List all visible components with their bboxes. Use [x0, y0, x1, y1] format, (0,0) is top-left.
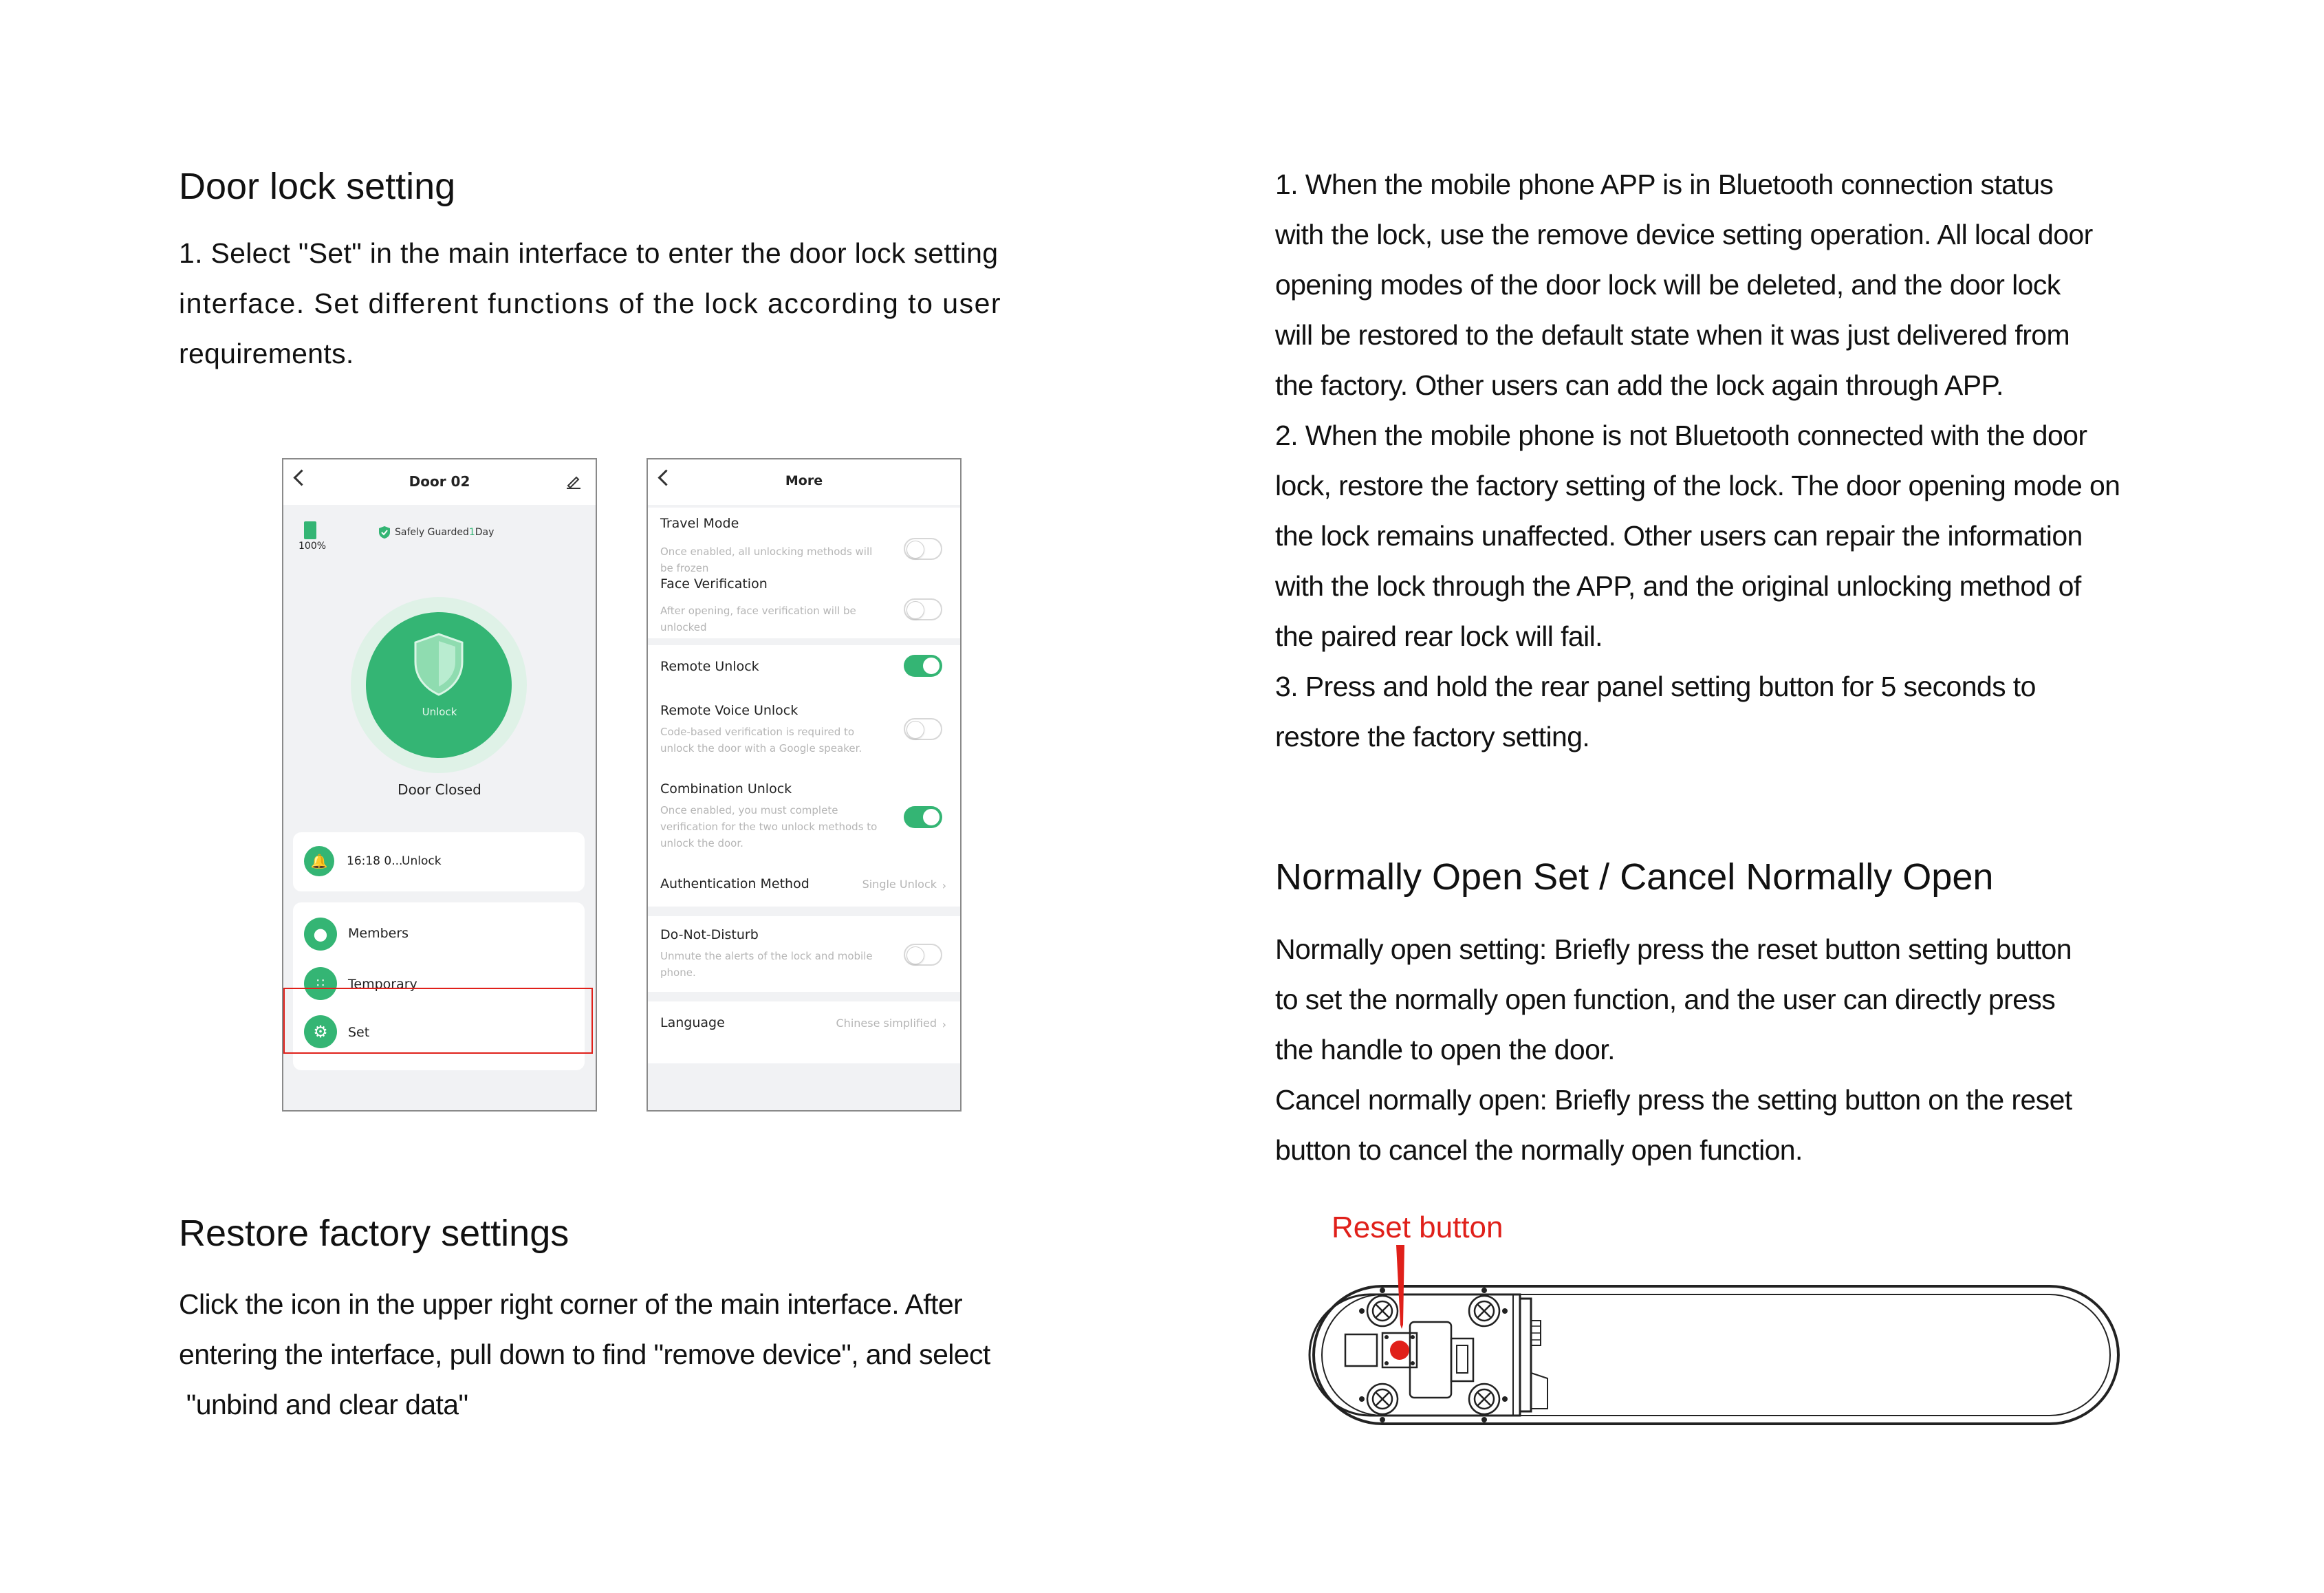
dnd-toggle[interactable] [904, 944, 942, 966]
door-lock-heading: Door lock setting [179, 166, 456, 207]
settings-group [648, 1001, 960, 1063]
door-lock-paragraph [179, 228, 1001, 379]
desc-line: verification for the two unlock methods to [660, 821, 878, 833]
desc-line: unlock the door. [660, 837, 743, 849]
chevron-right-icon: › [942, 1018, 946, 1031]
paragraph-line: the lock remains unaffected. Other users can repair the information [1275, 520, 2083, 552]
remote-voice-desc [660, 724, 862, 757]
remote-unlock-label: Remote Unlock [660, 659, 759, 674]
record-action: Unlock [402, 854, 442, 868]
face-verification-toggle[interactable] [904, 598, 942, 620]
menu-item-members[interactable]: Members [348, 926, 409, 941]
set-highlight-box [283, 988, 593, 1054]
paragraph-line: Click the icon in the upper right corner of the main interface. After [179, 1288, 963, 1320]
remote-unlock-toggle[interactable] [904, 655, 942, 677]
phone-screenshot-home [282, 458, 597, 1112]
normally-open-paragraph [1275, 924, 2072, 1175]
travel-mode-label: Travel Mode [660, 516, 739, 531]
paragraph-line: restore the factory setting. [1275, 721, 1590, 752]
desc-line: Once enabled, you must complete [660, 804, 838, 816]
language-value[interactable]: Chinese simplified [836, 1017, 937, 1030]
paragraph-line: 1. Select "Set" in the main interface to enter the door lock setting [179, 237, 999, 269]
paragraph-line: to set the normally open function, and the user can directly press [1275, 984, 2056, 1015]
face-verification-label: Face Verification [660, 576, 768, 592]
normally-open-heading: Normally Open Set / Cancel Normally Open [1275, 856, 1994, 898]
auth-method-label: Authentication Method [660, 876, 810, 891]
guarded-status [395, 527, 494, 538]
person-icon: ● [304, 918, 337, 951]
reset-button-label: Reset button [1332, 1211, 1503, 1244]
battery-icon [304, 521, 316, 539]
paragraph-line: the paired rear lock will fail. [1275, 620, 1603, 652]
gear-icon: ⚙ [304, 1015, 337, 1048]
restore-heading: Restore factory settings [179, 1213, 569, 1254]
combination-desc [660, 802, 877, 852]
door-status: Door Closed [398, 781, 481, 798]
desc-line: Code-based verification is required to [660, 726, 855, 738]
battery-level: 100% [298, 541, 327, 552]
unlock-label: Unlock [422, 706, 457, 718]
restore-steps-paragraph [1275, 160, 2120, 762]
paragraph-line: will be restored to the default state when it was just delivered from [1275, 319, 2070, 351]
paragraph-line: 2. When the mobile phone is not Bluetooth connected with the door [1275, 420, 2087, 451]
bell-icon: 🔔 [304, 846, 334, 876]
chevron-right-icon: › [942, 879, 946, 892]
guarded-unit: Day [475, 527, 495, 538]
shield-check-icon [378, 525, 391, 539]
record-time: 16:18 0... [347, 854, 403, 868]
desc-line: unlocked [660, 621, 707, 633]
paragraph-line: with the lock through the APP, and the original unlocking method of [1275, 570, 2081, 602]
paragraph-line: interface. Set different functions of the lock according to user [179, 288, 1002, 319]
paragraph-line: Cancel normally open: Briefly press the setting button on the reset [1275, 1084, 2072, 1116]
rear-panel-diagram [1307, 1245, 2132, 1431]
menu-item-temporary[interactable]: Temporary [348, 977, 417, 992]
remote-voice-label: Remote Voice Unlock [660, 703, 799, 718]
edit-icon[interactable] [565, 473, 582, 490]
phone-screenshot-more [647, 458, 962, 1112]
auth-method-value[interactable]: Single Unlock [862, 878, 937, 891]
dnd-desc [660, 948, 873, 981]
paragraph-line: Normally open setting: Briefly press the reset button setting button [1275, 933, 2072, 965]
shield-icon [411, 631, 466, 697]
combination-label: Combination Unlock [660, 781, 792, 796]
restore-paragraph [179, 1279, 990, 1430]
page-title: Door 02 [409, 473, 470, 490]
paragraph-line: opening modes of the door lock will be deleted, and the door lock [1275, 269, 2061, 301]
desc-line: be frozen [660, 562, 709, 574]
paragraph-line: entering the interface, pull down to find "remove device", and select [179, 1339, 990, 1370]
language-label: Language [660, 1015, 725, 1030]
travel-mode-desc [660, 543, 873, 574]
guarded-text: Safely Guarded [395, 527, 469, 538]
paragraph-line: the factory. Other users can add the lock again through APP. [1275, 369, 2003, 401]
desc-line: After opening, face verification will be [660, 605, 856, 617]
page-title: More [785, 473, 823, 488]
paragraph-line: with the lock, use the remove device setting operation. All local door [1275, 219, 2093, 250]
paragraph-line: requirements. [179, 338, 354, 369]
menu-item-set[interactable]: Set [348, 1025, 370, 1040]
travel-mode-toggle[interactable] [904, 538, 942, 560]
paragraph-line: lock, restore the factory setting of the lock. The door opening mode on [1275, 470, 2120, 501]
paragraph-line: the handle to open the door. [1275, 1034, 1615, 1065]
paragraph-line: 3. Press and hold the rear panel setting button for 5 seconds to [1275, 671, 2036, 702]
desc-line: phone. [660, 966, 696, 979]
dnd-label: Do-Not-Disturb [660, 927, 759, 942]
desc-line: Unmute the alerts of the lock and mobile [660, 950, 873, 962]
desc-line: unlock the door with a Google speaker. [660, 742, 862, 755]
combination-toggle[interactable] [904, 806, 942, 828]
face-verification-desc [660, 603, 856, 636]
settings-group [648, 645, 960, 907]
grid-icon: ∷ [304, 967, 337, 1000]
desc-line: Once enabled, all unlocking methods will [660, 545, 873, 558]
paragraph-line: 1. When the mobile phone APP is in Bluetooth connection status [1275, 169, 2054, 200]
guarded-days: 1 [468, 527, 475, 538]
paragraph-line: button to cancel the normally open function. [1275, 1134, 1803, 1166]
paragraph-line: "unbind and clear data" [179, 1389, 468, 1420]
remote-voice-toggle[interactable] [904, 718, 942, 740]
